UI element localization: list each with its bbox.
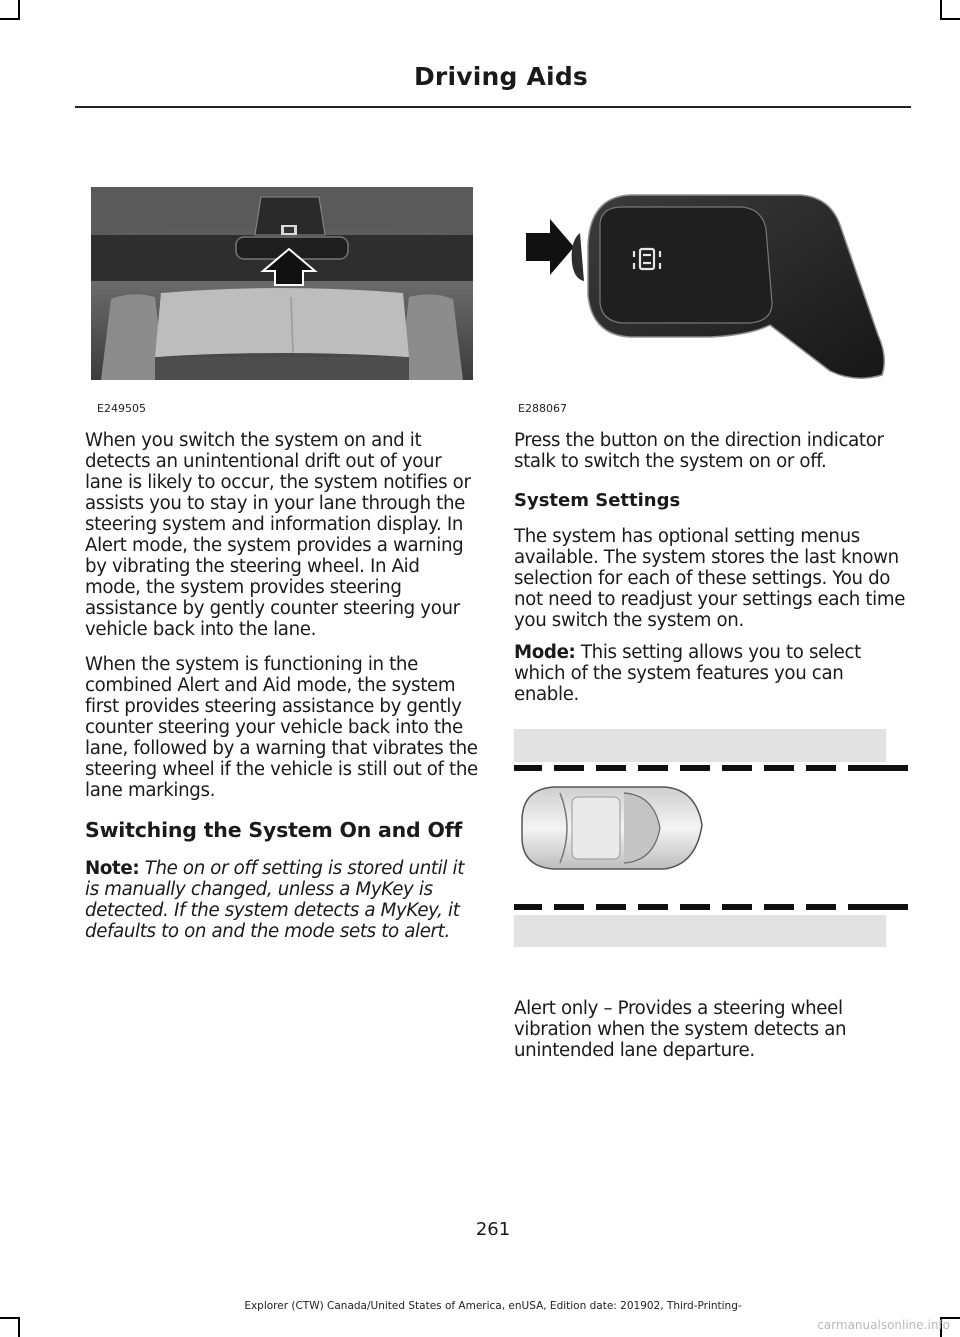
crop-mark-top-left [18,0,20,20]
intro-paragraph: When you switch the system on and it detects an unintentional drift out of your lane is likely to occur, the system notifies or assists you to stay in your lane through the steering system and information display. In Alert mode, the system provides a warning by vibrating the steering wheel. In Aid mode, the system provides steering assistance by gently counter steering your vehicle back into the lane. [85,430,471,640]
settings-paragraph: The system has optional setting menus available. The system stores the last known selection for each of these settings. You do not need to readjust your settings each time you switch the system on. [514,526,906,631]
car-top-view [522,787,702,869]
header-divider [75,106,911,108]
mode-paragraph [514,642,912,705]
crop-mark-bottom-left [18,1317,20,1337]
camera-location-figure [91,187,473,380]
crop-mark-top-right [940,18,960,20]
page-title: Driving Aids [413,62,588,91]
note-label: Note: [85,858,140,879]
indicator-stalk-figure [510,185,895,385]
combined-mode-paragraph: When the system is functioning in the combined Alert and Aid mode, the system first provides steering assistance by gently counter steering your vehicle back into the lane, followed by a warning that vibrates the steering wheel if the vehicle is still out of the lane markings. [85,654,478,801]
figure-caption-left: E249505 [97,402,146,415]
lane-diagram-figure [514,729,908,949]
footer-edition-text: Explorer (CTW) Canada/United States of America, enUSA, Edition date: 201902, Third-Printing- [244,1300,742,1312]
system-settings-heading: System Settings [514,490,681,511]
page-number: 261 [475,1219,511,1240]
mode-text: This setting allows you to select which of the system features you can enable. [514,642,861,705]
note-text: The on or off setting is stored until it is manually changed, unless a MyKey is detected. If the system detects a MyKey, it defaults to on and the mode sets to alert. [85,858,464,942]
note-paragraph [85,858,479,942]
crop-mark-bottom-left [0,1317,20,1319]
press-button-paragraph: Press the button on the direction indicator stalk to switch the system on or off. [514,430,884,472]
crop-mark-top-right [940,0,942,20]
section-heading: Switching the System On and Off [85,818,463,842]
alert-only-paragraph: Alert only – Provides a steering wheel vibration when the system detects an unintended lane departure. [514,998,847,1061]
mode-label: Mode: [514,642,576,663]
figure-caption-right: E288067 [518,402,567,415]
watermark-text: carmanualsonline.info [817,1318,950,1332]
crop-mark-top-left [0,18,20,20]
